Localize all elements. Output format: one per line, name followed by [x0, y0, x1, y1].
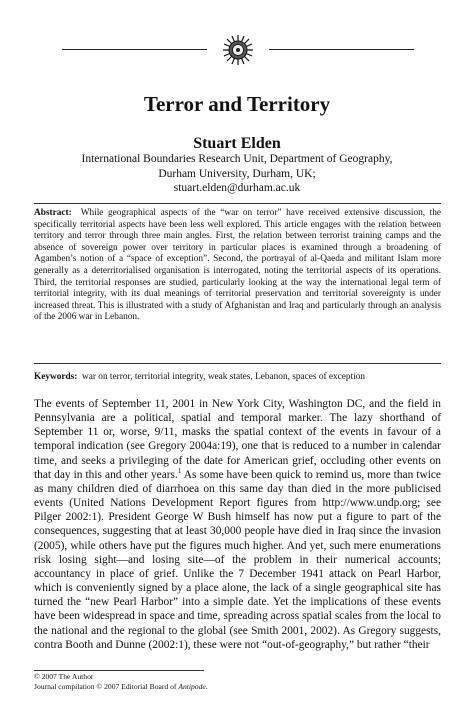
journal-compilation-end: .	[205, 682, 208, 691]
title-ornament	[62, 34, 414, 66]
affiliation-line-2: Durham University, Durham, UK;	[158, 167, 316, 180]
ornament-rule-right	[269, 49, 414, 50]
abstract-label: Abstract:	[34, 208, 72, 218]
author-affiliation	[0, 152, 474, 196]
abstract	[34, 208, 441, 324]
abstract-rule-bottom	[34, 363, 441, 364]
journal-name: Antipode	[178, 682, 206, 691]
affiliation-line-1: International Boundaries Research Unit, Department of Geography,	[81, 153, 393, 165]
body-paragraph	[34, 397, 441, 652]
compass-rose-icon	[222, 34, 254, 66]
page-footer	[34, 672, 208, 692]
ornament-rule-left	[62, 49, 207, 50]
keywords	[34, 372, 441, 384]
abstract-rule-top	[34, 203, 441, 204]
author-email: stuart.elden@durham.ac.uk	[173, 182, 301, 194]
abstract-text: While geographical aspects of the “war on terror” have received extensive discussion, the specifically territorial aspects have been less well explored. This article engages with the relation between territory and terror through three main angles. First, the relation between terrorist training camps and the absence of sovereign power over territory in particular places is examined through a broadening of Agamben’s notion of a “space of exception”. Second, the portrayal of al-Qaeda and militant Islam more generally as a deterritorialised organisation is interrogated, noting the territorial aspects of its operations. Third, the territorial responses are studied, particularly looking at the way the international legal term of territorial integrity, with its dual meanings of territorial preservation and territorial sovereignty is under increased threat. This is illustrated with a study of Afghanistan and Iraq and particularly through an analysis of the 2006 war in Lebanon.	[34, 208, 442, 323]
footer-rule	[34, 670, 204, 671]
body-text-part-1: The events of September 11, 2001 in New York City, Washington DC, and the field in Pennsylvania are a political, spatial and temporal marker. The lazy shorthand of September 11 or, worse, 9/11, masks the spatial context of the events in favour of a temporal indication (see Gregory 2004a:19), one that is reduced to a number in calendar time, and seeks a privileging of the date for American grief, occluding other events on that day in this and other years.	[34, 398, 441, 481]
article-title: Terror and Territory	[143, 92, 331, 116]
author-name: Stuart Elden	[193, 135, 281, 152]
keywords-label: Keywords:	[34, 372, 78, 382]
keywords-text: war on terror, territorial integrity, weak states, Lebanon, spaces of exception	[82, 372, 366, 382]
journal-compilation-line	[34, 682, 208, 692]
footnote-marker: 1	[177, 466, 182, 475]
copyright-line: © 2007 The Author	[34, 672, 94, 681]
journal-compilation-text: Journal compilation © 2007 Editorial Board of	[34, 682, 179, 691]
body-text-part-2: As some have been quick to remind us, more than twice as many children died of diarrhoea on this same day than died in the more publicised events (United Nations Development Report figures from http://www.undp.org; see Pilger 2002:1). President George W Bush himself has now put a figure to part of the consequences, suggesting that at least 30,000 people have died in Iraq since the invasion (2005), while others have put the figures much higher. And yet, such mere enumerations risk losing sight—and losing site—of the problem in their numerical accounts; accountancy in place of grief. Unlike the 7 December 1941 attack on Pearl Harbor, which is conveniently signed by a place alone, the lack of a single geographical site has turned the “new Pearl Harbor” into a simple date. Yet the implications of these events have been widespread in space and time, spreading across spatial scales from the local to the national and the regional to the global (see Smith 2001, 2002). As Gregory suggests, contra Booth and Dunne (2002:1), these were not “out-of-geography,” but rather “their	[34, 468, 441, 651]
